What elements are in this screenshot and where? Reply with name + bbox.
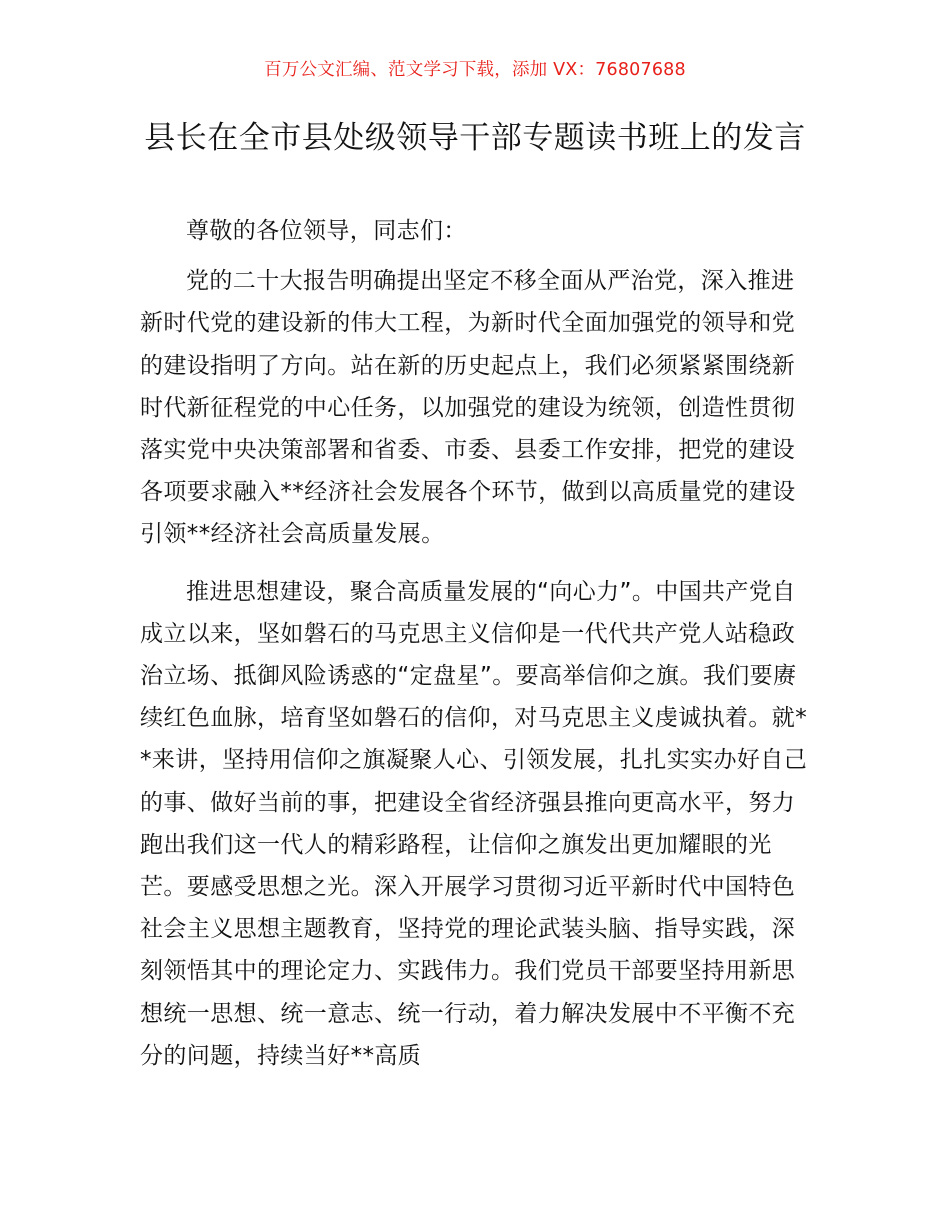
watermark-banner: 百万公文汇编、范文学习下载，添加 VX：76807688 bbox=[264, 60, 686, 80]
salutation: 尊敬的各位领导，同志们： bbox=[186, 218, 467, 244]
paragraph-intro: 党的二十大报告明确提出坚定不移全面从严治党，深入推进新时代党的建设新的伟大工程，为新时代全面加强党的领导和党的建设指明了方向。站在新的历史起点上，我们必须紧紧围绕新时代新征程党的中心任务，以加强党的建设为统领，创造性贯彻落实党中央决策部署和省委、市委、县委工作安排，把党的建设各项要求融入**经济社会发展各个环节，做到以高质量党的建设引领**经济社会高质量发展。 bbox=[140, 268, 796, 548]
document-title: 县长在全市县处级领导干部专题读书班上的发言 bbox=[144, 120, 806, 156]
paragraph-ideological-building: 推进思想建设，聚合高质量发展的“向心力”。中国共产党自成立以来，坚如磐石的马克思主义信仰是一代代共产党人站稳政治立场、抵御风险诱惑的“定盘星”。要高举信仰之旗。我们要赓续红色血脉，培育坚如磐石的信仰，对马克思主义虔诚执着。就**来讲，坚持用信仰之旗凝聚人心、引领发展，扎扎实实办好自己的事、做好当前的事，把建设全省经济强县推向更高水平，努力跑出我们这一代人的精彩路程，让信仰之旗发出更加耀眼的光芒。要感受思想之光。深入开展学习贯彻习近平新时代中国特色社会主义思想主题教育，坚持党的理论武装头脑、指导实践，深刻领悟其中的理论定力、实践伟力。我们党员干部要坚持用新思想统一思想、统一意志、统一行动，着力解决发展中不平衡不充分的问题，持续当好**高质 bbox=[140, 578, 808, 1069]
document-body bbox=[140, 210, 812, 1077]
